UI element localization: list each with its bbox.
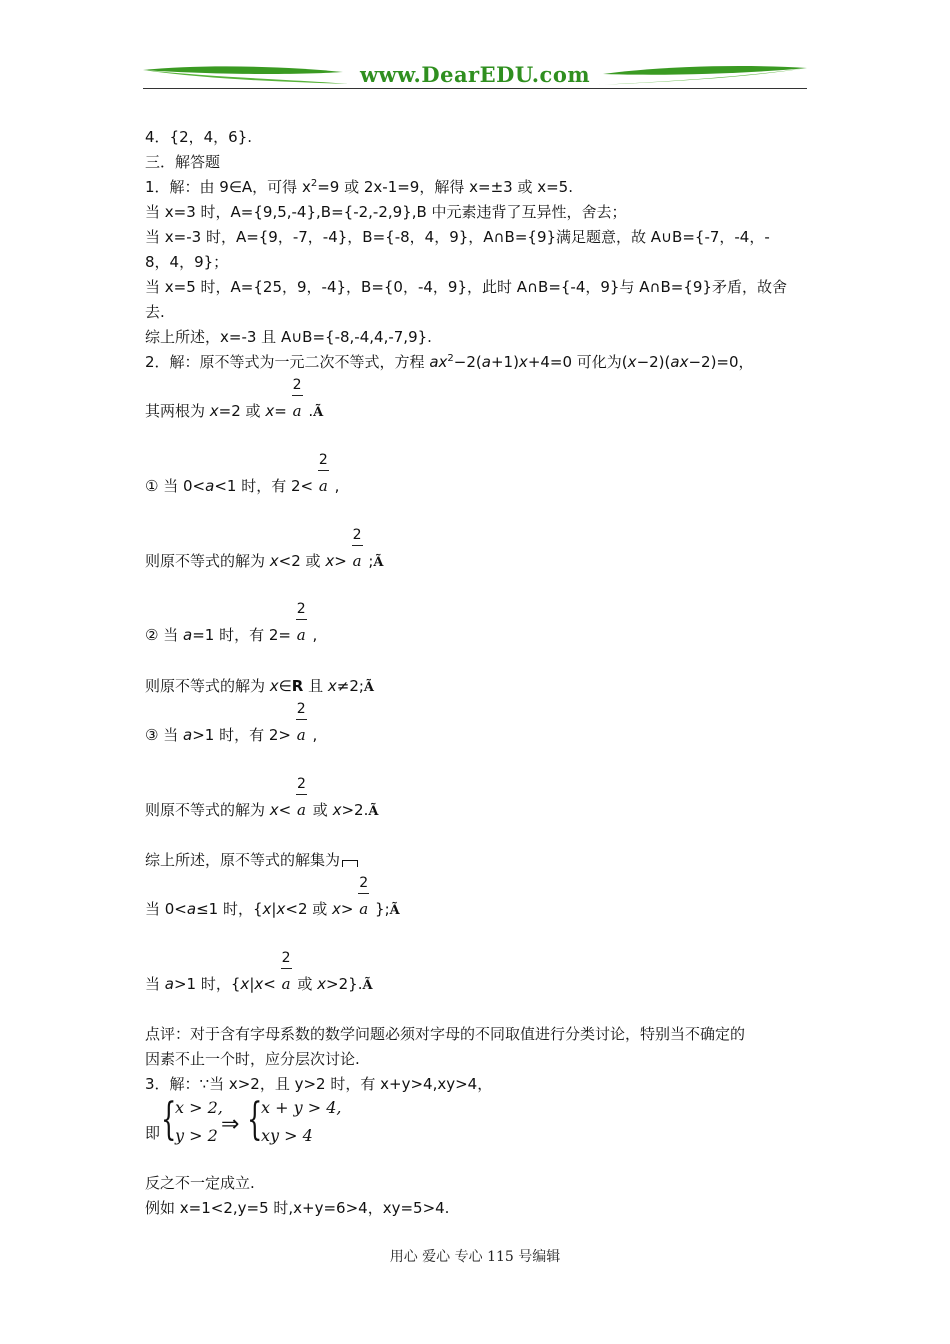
q1-case-3: 当 x=3 时，A={9,5,-4},B={-2,-2,9},B 中元素违背了互异性，舍去； — [145, 203, 627, 221]
q2-case2-sol: 则原不等式的解为 x∈R 且 x≠2;Ã — [145, 677, 375, 695]
q2-case1: ① 当 0<a<1 时，有 2< $\frac{2}{a}$ , — [145, 452, 340, 495]
q2-case1-sol: 则原不等式的解为 x<2 或 x> $\frac{2}{a}$ ;Ã — [145, 527, 384, 570]
answer-4: 4．{2，4，6}. — [145, 128, 253, 146]
site-logo-text: www.DearEDU.com — [359, 62, 591, 87]
q2-summary-2: 当 a>1 时，{x|x< $\frac{2}{a}$ 或 x>2}.Ã — [145, 950, 373, 993]
page-header — [143, 58, 807, 92]
page-footer: 用心 爱心 专心 115 号编辑 — [389, 1249, 561, 1265]
comment-line1: 点评：对于含有字母系数的数学问题必须对字母的不同取值进行分类讨论，特别当不确定的 — [145, 1025, 746, 1043]
q2-summary-1: 当 0<a≤1 时，{x|x<2 或 x> $\frac{2}{a}$ };Ã — [145, 875, 400, 918]
q1-conclusion: 综上所述，x=-3 且 A∪B={-8,-4,4,-7,9}. — [145, 328, 432, 346]
q2-intro: 2．解：原不等式为一元二次不等式，方程 $ax^2-2(a+1)x+4=0$ 可化为(x−2)(ax−2)=0， — [145, 353, 754, 371]
q3-example: 例如 x=1<2,y=5 时,x+y=6>4，xy=5>4. — [145, 1199, 450, 1217]
q2-case2: ② 当 a=1 时，有 2= $\frac{2}{a}$ , — [145, 601, 318, 644]
q1-intro: 1．解：由 9∈A，可得 $x^2=9$ 或 2x-1=9，解得 x=±3 或 x=5. — [145, 178, 573, 196]
q2-case3-sol: 则原不等式的解为 x< $\frac{2}{a}$ 或 x>2.Ã — [145, 776, 379, 819]
q1-case-neg3: 当 x=-3 时，A={9，-7，-4}，B={-8，4，9}，A∩B={9}满足题意，故 A∪B={-7，-4，- — [145, 228, 770, 246]
q3-intro: 3．解：∵当 x>2，且 y>2 时，有 x+y>4,xy>4， — [145, 1075, 493, 1093]
header-divider — [143, 88, 807, 89]
q2-case3: ③ 当 a>1 时，有 2> $\frac{2}{a}$ , — [145, 701, 318, 744]
q1-case-neg3-cont: 8，4，9}； — [145, 253, 229, 271]
q3-system: 即 { x > 2, y > 2 ⇒ { x + y > 4, xy > 4 — [145, 1094, 342, 1145]
section-heading: 三．解答题 — [145, 153, 221, 171]
q2-summary: 综上所述，原不等式的解集为 — [145, 850, 358, 870]
q2-roots: 其两根为 x=2 或 x= $\frac{2}{a}$ .Ã — [145, 377, 324, 420]
q1-case-5-cont: 去. — [145, 303, 165, 321]
q1-case-5: 当 x=5 时，A={25，9，-4}，B={0，-4，9}，此时 A∩B={-4，9}与 A∩B={9}矛盾，故舍 — [145, 278, 787, 296]
comment-line2: 因素不止一个时，应分层次讨论. — [145, 1050, 360, 1068]
q3-converse: 反之不一定成立. — [145, 1174, 255, 1192]
